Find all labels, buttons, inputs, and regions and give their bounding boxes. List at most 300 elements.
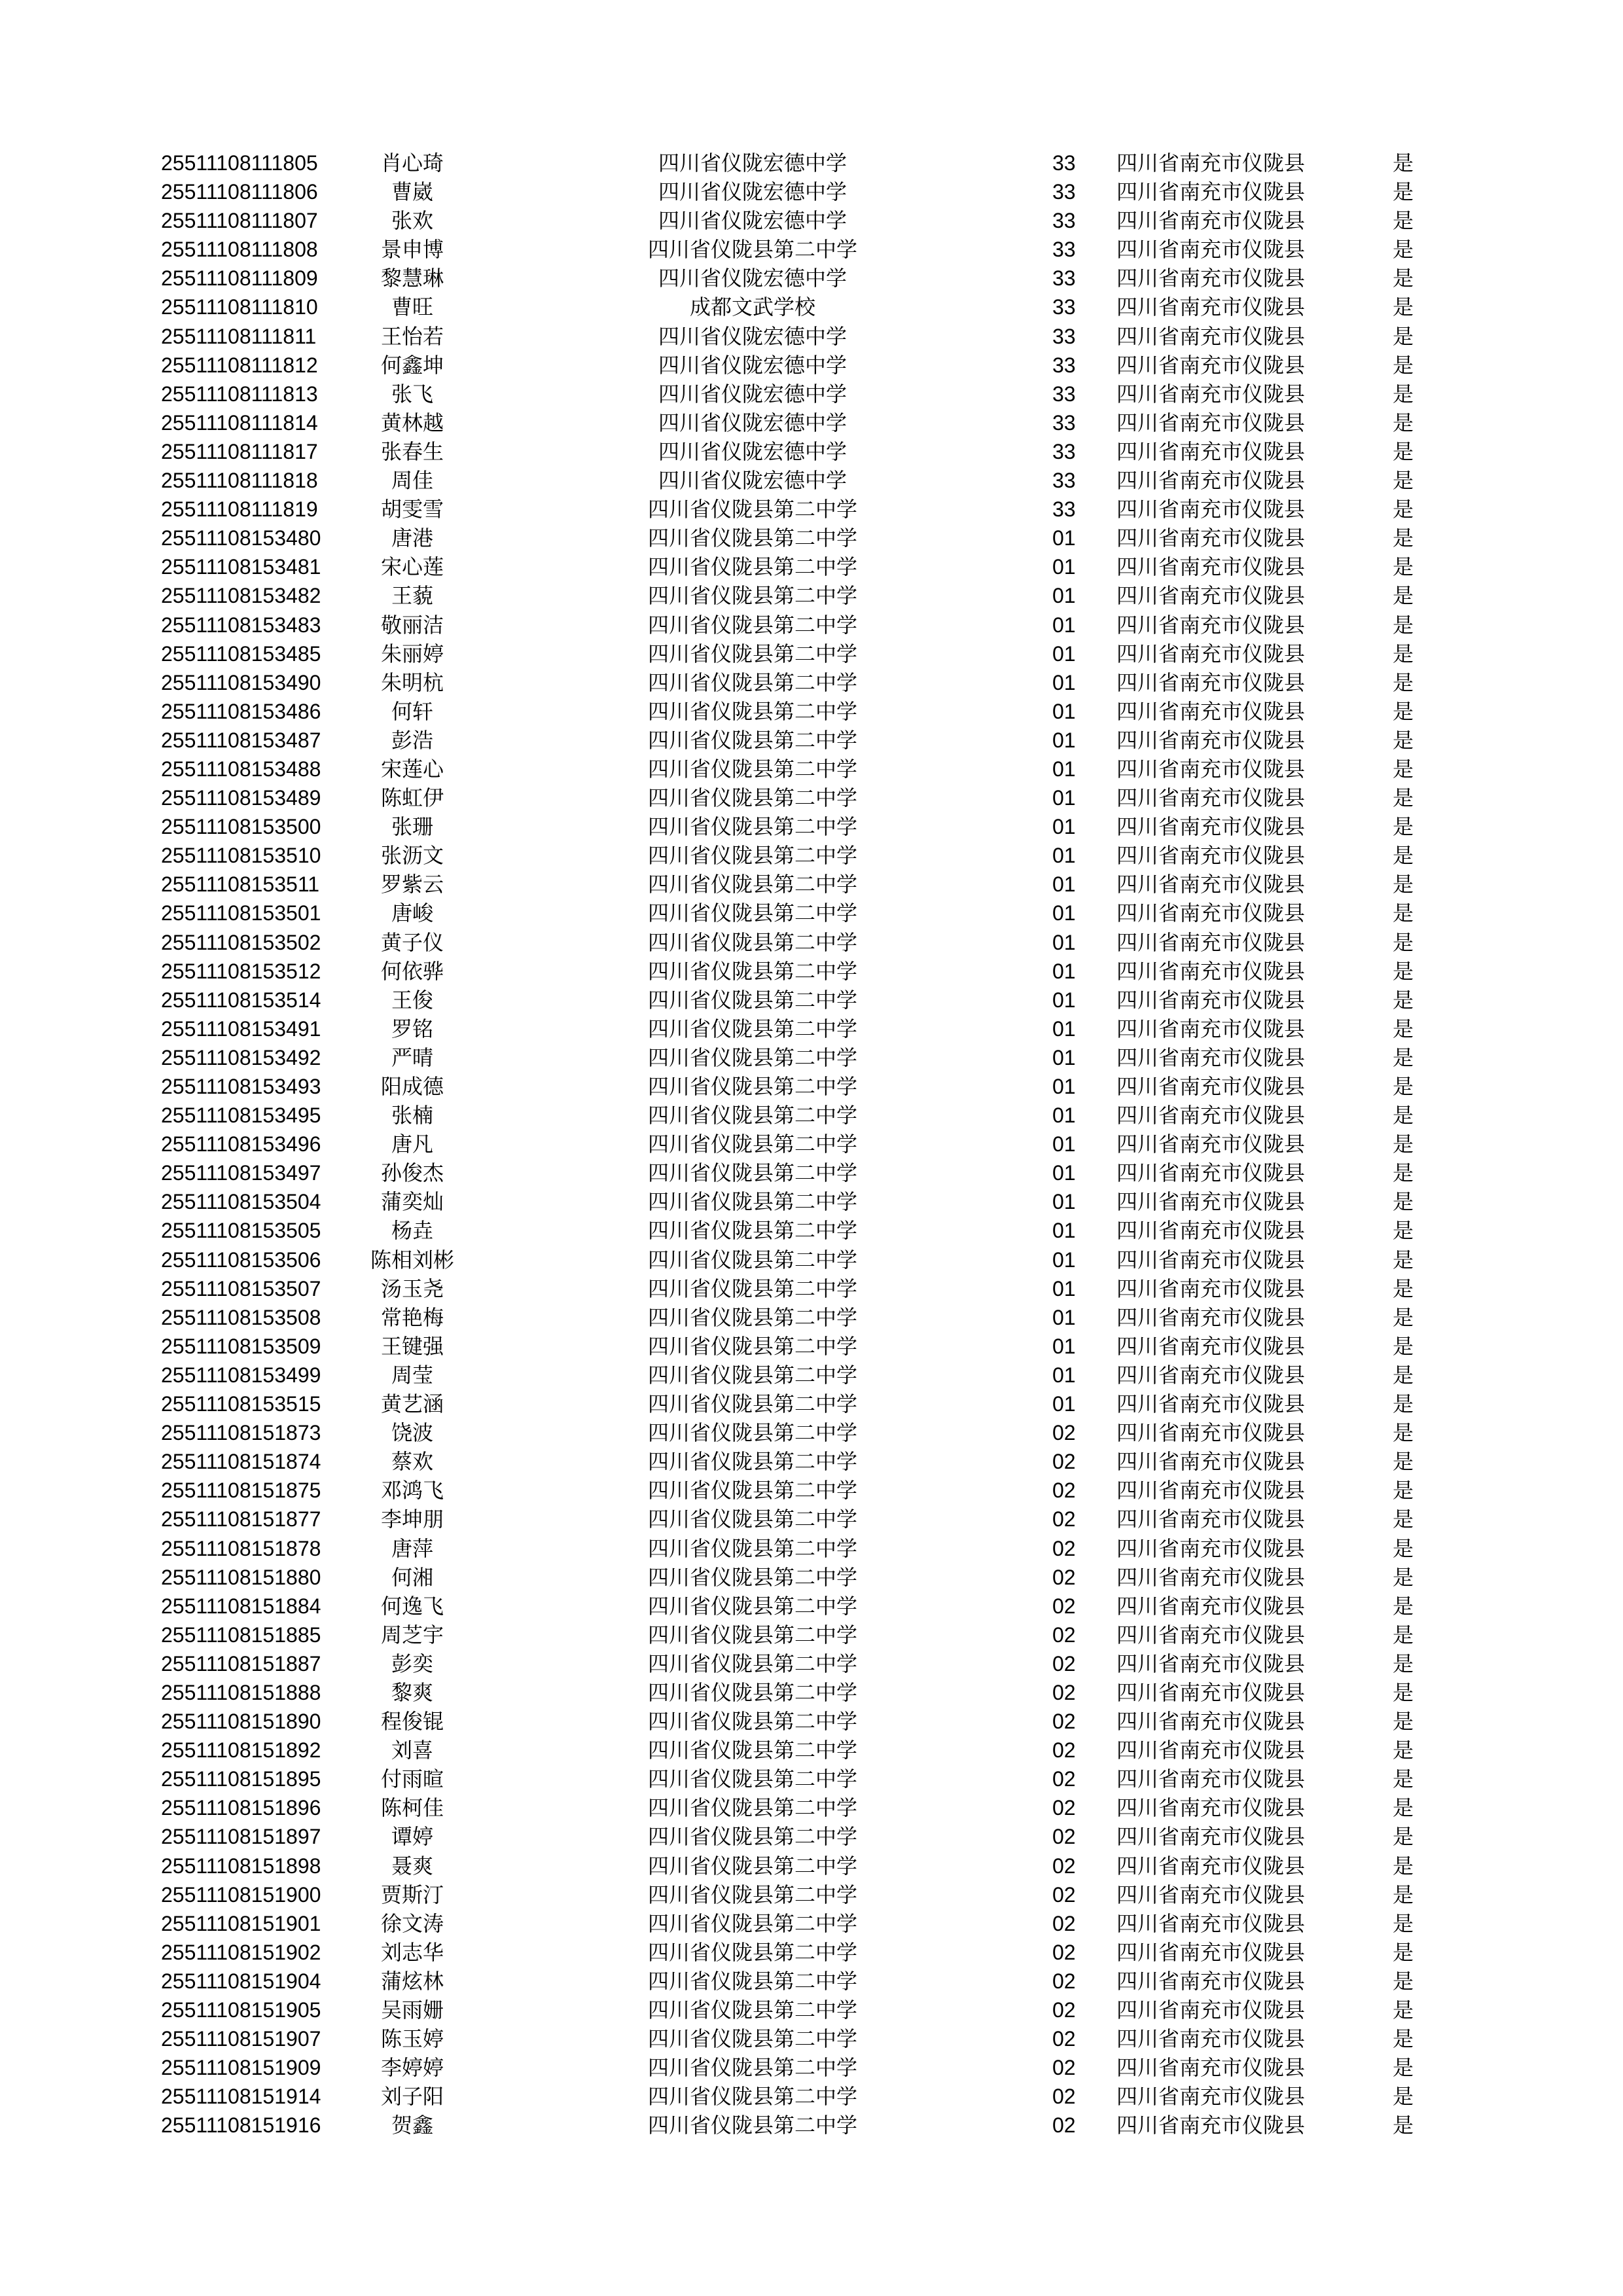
region-cell: 四川省南充市仪陇县: [1116, 1189, 1306, 1215]
table-row: [0, 1852, 1623, 1880]
status-flag-cell: 是: [1393, 1679, 1414, 1705]
class-code-cell: 01: [1052, 526, 1076, 550]
student-id-cell: 25511108153506: [161, 1247, 321, 1272]
student-name-cell-text: 黎爽: [391, 1679, 434, 1705]
class-code-cell: 02: [1052, 1680, 1076, 1704]
student-name-cell-text: 胡雯雪: [381, 497, 444, 522]
region-cell: 四川省南充市仪陇县: [1116, 1449, 1306, 1475]
region-cell: 四川省南充市仪陇县: [1116, 526, 1306, 551]
student-id-cell: 25511108153493: [161, 1075, 321, 1098]
status-flag-cell: 是: [1393, 698, 1414, 724]
table-row: [0, 149, 1623, 177]
school-cell-text: 四川省仪陇县第二中学: [648, 554, 858, 580]
class-code-cell: 02: [1052, 2056, 1076, 2080]
student-id-cell: 25511108153510: [161, 844, 321, 868]
student-name-cell-text: 常艳梅: [381, 1304, 444, 1330]
table-row: [0, 1880, 1623, 1909]
table-row: [0, 1332, 1623, 1361]
class-code-cell: 33: [1052, 382, 1076, 406]
class-code-cell: 02: [1052, 1565, 1076, 1589]
school-cell-text: 四川省仪陇县第二中学: [648, 2026, 858, 2052]
status-flag-cell: 是: [1393, 1160, 1414, 1186]
status-flag-cell: 是: [1393, 1622, 1414, 1647]
student-id-cell: 25511108111819: [161, 497, 318, 522]
student-id-cell: 25511108151895: [161, 1767, 321, 1791]
class-code-cell: 02: [1052, 1825, 1076, 1849]
region-cell: 四川省南充市仪陇县: [1116, 987, 1306, 1013]
school-cell-text: 四川省仪陇宏德中学: [658, 381, 847, 406]
status-flag-cell: 是: [1393, 1189, 1414, 1215]
region-cell: 四川省南充市仪陇县: [1116, 1103, 1306, 1128]
table-row: [0, 466, 1623, 495]
student-name-cell-text: 罗铭: [391, 1016, 434, 1041]
table-row: [0, 1649, 1623, 1678]
status-flag-cell: 是: [1393, 1738, 1414, 1763]
school-cell-text: 四川省仪陇县第二中学: [648, 1074, 858, 1099]
class-code-cell: 33: [1052, 209, 1076, 233]
class-code-cell: 02: [1052, 1767, 1076, 1791]
student-id-cell: 25511108151880: [161, 1565, 321, 1589]
status-flag-cell: 是: [1393, 1016, 1414, 1041]
class-code-cell: 01: [1052, 1305, 1076, 1329]
student-id-cell: 25511108153497: [161, 1161, 321, 1185]
student-id-cell: 25511108151897: [161, 1825, 321, 1849]
school-cell-text: 四川省仪陇县第二中学: [648, 2113, 858, 2138]
student-name-cell-text: 刘喜: [391, 1738, 434, 1763]
student-id-cell: 25511108153496: [161, 1132, 321, 1157]
region-cell: 四川省南充市仪陇县: [1116, 1882, 1306, 1907]
table-row: [0, 264, 1623, 293]
student-id-cell: 25511108111807: [161, 209, 318, 233]
region-cell: 四川省南充市仪陇县: [1116, 1016, 1306, 1041]
region-cell: 四川省南充市仪陇县: [1116, 2026, 1306, 2052]
class-code-cell: 01: [1052, 872, 1076, 897]
class-code-cell: 01: [1052, 1016, 1076, 1041]
student-id-cell: 25511108153488: [161, 757, 321, 781]
class-code-cell: 01: [1052, 1103, 1076, 1128]
school-cell-text: 四川省仪陇县第二中学: [648, 1998, 858, 2022]
class-code-cell: 33: [1052, 469, 1076, 493]
school-cell-text: 四川省仪陇县第二中学: [648, 1304, 858, 1330]
school-cell-text: 四川省仪陇县第二中学: [648, 1593, 858, 1619]
class-code-cell: 01: [1052, 1075, 1076, 1098]
school-cell-text: 四川省仪陇县第二中学: [648, 1767, 858, 1792]
status-flag-cell: 是: [1393, 237, 1414, 262]
table-row: [0, 1822, 1623, 1851]
status-flag-cell: 是: [1393, 1304, 1414, 1330]
class-code-cell: 02: [1052, 1507, 1076, 1532]
region-cell: 四川省南充市仪陇县: [1116, 1276, 1306, 1301]
region-cell: 四川省南充市仪陇县: [1116, 1651, 1306, 1676]
class-code-cell: 02: [1052, 2085, 1076, 2109]
student-name-cell-text: 唐凡: [391, 1132, 434, 1157]
status-flag-cell: 是: [1393, 1074, 1414, 1099]
student-name-cell-text: 徐文涛: [381, 1910, 444, 1936]
region-cell: 四川省南充市仪陇县: [1116, 583, 1306, 609]
school-cell-text: 四川省仪陇县第二中学: [648, 1478, 858, 1503]
table-row: [0, 322, 1623, 351]
class-code-cell: 33: [1052, 439, 1076, 463]
school-cell-text: 四川省仪陇县第二中学: [648, 1738, 858, 1763]
table-row: [0, 1909, 1623, 1938]
status-flag-cell: 是: [1393, 2084, 1414, 2109]
table-row: [0, 293, 1623, 321]
class-code-cell: 02: [1052, 1623, 1076, 1647]
school-cell-text: 四川省仪陇县第二中学: [648, 987, 858, 1013]
status-flag-cell: 是: [1393, 179, 1414, 205]
table-row: [0, 1476, 1623, 1505]
student-name-cell-text: 何湘: [391, 1564, 434, 1590]
region-cell: 四川省南充市仪陇县: [1116, 1478, 1306, 1503]
school-cell-text: 四川省仪陇县第二中学: [648, 1795, 858, 1821]
school-cell-text: 四川省仪陇县第二中学: [648, 1709, 858, 1734]
status-flag-cell: 是: [1393, 352, 1414, 378]
student-id-cell: 25511108111808: [161, 238, 318, 262]
status-flag-cell: 是: [1393, 497, 1414, 522]
school-cell-text: 四川省仪陇县第二中学: [648, 526, 858, 551]
table-row: [0, 495, 1623, 524]
school-cell-text: 四川省仪陇县第二中学: [648, 1132, 858, 1157]
status-flag-cell: 是: [1393, 929, 1414, 955]
region-cell: 四川省南充市仪陇县: [1116, 1998, 1306, 2022]
school-cell-text: 四川省仪陇县第二中学: [648, 1016, 858, 1041]
student-id-cell: 25511108153508: [161, 1305, 321, 1329]
status-flag-cell: 是: [1393, 266, 1414, 291]
table-row: [0, 437, 1623, 466]
student-id-cell: 25511108111813: [161, 382, 318, 406]
student-name-cell-text: 陈柯佳: [381, 1795, 444, 1821]
table-row: [0, 1187, 1623, 1216]
table-row: [0, 1390, 1623, 1418]
student-id-cell: 25511108153501: [161, 901, 321, 925]
student-name-cell-text: 邓鸿飞: [381, 1478, 444, 1503]
status-flag-cell: 是: [1393, 1045, 1414, 1070]
school-cell-text: 四川省仪陇县第二中学: [648, 958, 858, 984]
school-cell-text: 四川省仪陇县第二中学: [648, 1968, 858, 1994]
student-id-cell: 25511108153505: [161, 1219, 321, 1243]
student-name-cell-text: 景申博: [381, 237, 444, 262]
table-row: [0, 380, 1623, 408]
student-name-cell-text: 张珊: [391, 814, 434, 840]
class-code-cell: 01: [1052, 786, 1076, 810]
student-name-cell-text: 何轩: [391, 698, 434, 724]
student-table: [0, 149, 1623, 2140]
student-id-cell: 25511108153485: [161, 641, 321, 666]
student-id-cell: 25511108151902: [161, 1940, 321, 1964]
region-cell: 四川省南充市仪陇县: [1116, 1333, 1306, 1359]
student-name-cell-text: 唐萍: [391, 1535, 434, 1561]
region-cell: 四川省南充市仪陇县: [1116, 929, 1306, 955]
class-code-cell: 02: [1052, 1651, 1076, 1676]
table-row: [0, 697, 1623, 726]
region-cell: 四川省南充市仪陇县: [1116, 295, 1306, 320]
student-id-cell: 25511108153500: [161, 815, 321, 839]
table-row: [0, 408, 1623, 437]
student-name-cell-text: 罗紫云: [381, 872, 444, 897]
student-name-cell-text: 黄艺涵: [381, 1391, 444, 1417]
region-cell: 四川省南充市仪陇县: [1116, 237, 1306, 262]
student-name-cell-text: 阳成德: [381, 1074, 444, 1099]
table-row: [0, 1793, 1623, 1822]
school-cell-text: 四川省仪陇县第二中学: [648, 1535, 858, 1561]
status-flag-cell: 是: [1393, 814, 1414, 840]
status-flag-cell: 是: [1393, 1853, 1414, 1878]
region-cell: 四川省南充市仪陇县: [1116, 1968, 1306, 1994]
table-row: [0, 2111, 1623, 2140]
student-name-cell-text: 曹旺: [391, 295, 434, 320]
table-row: [0, 177, 1623, 206]
student-id-cell: 25511108151890: [161, 1710, 321, 1734]
table-row: [0, 1158, 1623, 1187]
region-cell: 四川省南充市仪陇县: [1116, 814, 1306, 840]
status-flag-cell: 是: [1393, 1593, 1414, 1619]
status-flag-cell: 是: [1393, 727, 1414, 753]
student-id-cell: 25511108151874: [161, 1450, 321, 1474]
student-name-cell-text: 聂爽: [391, 1853, 434, 1878]
region-cell: 四川省南充市仪陇县: [1116, 1074, 1306, 1099]
student-name-cell-text: 何鑫坤: [381, 352, 444, 378]
table-row: [0, 1447, 1623, 1476]
student-id-cell: 25511108151878: [161, 1536, 321, 1560]
table-row: [0, 1303, 1623, 1332]
class-code-cell: 02: [1052, 1998, 1076, 2022]
status-flag-cell: 是: [1393, 1824, 1414, 1850]
class-code-cell: 02: [1052, 1450, 1076, 1474]
school-cell-text: 四川省仪陇宏德中学: [658, 151, 847, 175]
table-row: [0, 206, 1623, 235]
student-id-cell: 25511108111811: [161, 324, 317, 348]
student-name-cell-text: 王键强: [381, 1333, 444, 1359]
table-row: [0, 1216, 1623, 1245]
class-code-cell: 01: [1052, 844, 1076, 868]
table-row: [0, 552, 1623, 581]
student-id-cell: 25511108153509: [161, 1334, 321, 1358]
table-row: [0, 783, 1623, 812]
region-cell: 四川省南充市仪陇县: [1116, 151, 1306, 175]
region-cell: 四川省南充市仪陇县: [1116, 2084, 1306, 2109]
status-flag-cell: 是: [1393, 2055, 1414, 2081]
student-name-cell-text: 唐峻: [391, 901, 434, 926]
student-name-cell-text: 周佳: [391, 468, 434, 493]
student-id-cell: 25511108153502: [161, 930, 321, 954]
status-flag-cell: 是: [1393, 958, 1414, 984]
student-id-cell: 25511108153495: [161, 1103, 321, 1128]
status-flag-cell: 是: [1393, 1767, 1414, 1792]
class-code-cell: 33: [1052, 151, 1076, 175]
student-id-cell: 25511108111812: [161, 353, 318, 377]
status-flag-cell: 是: [1393, 987, 1414, 1013]
school-cell-text: 四川省仪陇县第二中学: [648, 901, 858, 926]
table-row: [0, 1678, 1623, 1707]
region-cell: 四川省南充市仪陇县: [1116, 439, 1306, 464]
student-name-cell-text: 何依骅: [381, 958, 444, 984]
school-cell-text: 四川省仪陇县第二中学: [648, 670, 858, 695]
status-flag-cell: 是: [1393, 526, 1414, 551]
class-code-cell: 02: [1052, 1911, 1076, 1935]
student-name-cell-text: 黄林越: [381, 410, 444, 435]
student-id-cell: 25511108153483: [161, 613, 321, 637]
region-cell: 四川省南充市仪陇县: [1116, 1391, 1306, 1417]
region-cell: 四川省南充市仪陇县: [1116, 1218, 1306, 1244]
status-flag-cell: 是: [1393, 1795, 1414, 1821]
status-flag-cell: 是: [1393, 843, 1414, 869]
region-cell: 四川省南充市仪陇县: [1116, 872, 1306, 897]
student-name-cell-text: 蔡欢: [391, 1449, 434, 1475]
table-row: [0, 2053, 1623, 2082]
region-cell: 四川省南充市仪陇县: [1116, 1564, 1306, 1590]
school-cell-text: 四川省仪陇宏德中学: [658, 208, 847, 234]
student-id-cell: 25511108151887: [161, 1651, 321, 1676]
region-cell: 四川省南充市仪陇县: [1116, 1420, 1306, 1446]
region-cell: 四川省南充市仪陇县: [1116, 497, 1306, 522]
region-cell: 四川省南充市仪陇县: [1116, 468, 1306, 493]
table-row: [0, 1130, 1623, 1158]
status-flag-cell: 是: [1393, 439, 1414, 464]
status-flag-cell: 是: [1393, 583, 1414, 609]
table-row: [0, 1072, 1623, 1101]
class-code-cell: 01: [1052, 815, 1076, 839]
region-cell: 四川省南充市仪陇县: [1116, 1709, 1306, 1734]
student-id-cell: 25511108151884: [161, 1594, 321, 1618]
region-cell: 四川省南充市仪陇县: [1116, 1247, 1306, 1272]
school-cell-text: 四川省仪陇县第二中学: [648, 612, 858, 637]
student-id-cell: 25511108153514: [161, 988, 321, 1012]
student-id-cell: 25511108153504: [161, 1190, 321, 1214]
student-id-cell: 25511108153490: [161, 670, 321, 694]
status-flag-cell: 是: [1393, 468, 1414, 493]
class-code-cell: 33: [1052, 238, 1076, 262]
school-cell-text: 四川省仪陇宏德中学: [658, 266, 847, 291]
student-name-cell-text: 汤玉尧: [381, 1276, 444, 1301]
school-cell-text: 四川省仪陇县第二中学: [648, 1391, 858, 1417]
status-flag-cell: 是: [1393, 2113, 1414, 2138]
table-row: [0, 726, 1623, 755]
region-cell: 四川省南充市仪陇县: [1116, 1132, 1306, 1157]
student-id-cell: 25511108151873: [161, 1421, 321, 1445]
region-cell: 四川省南充市仪陇县: [1116, 2113, 1306, 2138]
region-cell: 四川省南充市仪陇县: [1116, 698, 1306, 724]
status-flag-cell: 是: [1393, 612, 1414, 637]
status-flag-cell: 是: [1393, 2026, 1414, 2052]
status-flag-cell: 是: [1393, 1276, 1414, 1301]
region-cell: 四川省南充市仪陇县: [1116, 727, 1306, 753]
table-row: [0, 1967, 1623, 1996]
class-code-cell: 02: [1052, 1594, 1076, 1618]
table-row: [0, 1361, 1623, 1390]
region-cell: 四川省南充市仪陇县: [1116, 641, 1306, 666]
student-id-cell: 25511108153511: [161, 872, 320, 897]
region-cell: 四川省南充市仪陇县: [1116, 1622, 1306, 1647]
table-row: [0, 1938, 1623, 1967]
student-name-cell-text: 彭奕: [391, 1651, 434, 1676]
status-flag-cell: 是: [1393, 1362, 1414, 1388]
student-id-cell: 25511108111809: [161, 266, 318, 291]
student-name-cell-text: 何逸飞: [381, 1593, 444, 1619]
student-name-cell-text: 宋莲心: [381, 756, 444, 781]
student-id-cell: 25511108151888: [161, 1680, 321, 1704]
status-flag-cell: 是: [1393, 1651, 1414, 1676]
status-flag-cell: 是: [1393, 1449, 1414, 1475]
school-cell-text: 四川省仪陇县第二中学: [648, 2055, 858, 2081]
student-name-cell-text: 周莹: [391, 1362, 434, 1388]
school-cell-text: 四川省仪陇宏德中学: [658, 179, 847, 205]
student-id-cell: 25511108153489: [161, 786, 321, 810]
status-flag-cell: 是: [1393, 1333, 1414, 1359]
student-id-cell: 25511108151914: [161, 2085, 321, 2109]
region-cell: 四川省南充市仪陇县: [1116, 1824, 1306, 1850]
region-cell: 四川省南充市仪陇县: [1116, 1795, 1306, 1821]
school-cell-text: 四川省仪陇县第二中学: [648, 1247, 858, 1272]
table-row: [0, 1505, 1623, 1534]
class-code-cell: 02: [1052, 1710, 1076, 1734]
status-flag-cell: 是: [1393, 1507, 1414, 1532]
class-code-cell: 02: [1052, 1796, 1076, 1820]
student-name-cell-text: 陈相刘彬: [370, 1247, 455, 1272]
table-row: [0, 986, 1623, 1014]
class-code-cell: 33: [1052, 180, 1076, 204]
school-cell-text: 成都文武学校: [690, 295, 816, 320]
student-name-cell-text: 张飞: [391, 381, 434, 406]
region-cell: 四川省南充市仪陇县: [1116, 1767, 1306, 1792]
table-row: [0, 668, 1623, 697]
class-code-cell: 02: [1052, 1738, 1076, 1763]
student-name-cell-text: 肖心琦: [381, 151, 444, 175]
region-cell: 四川省南充市仪陇县: [1116, 958, 1306, 984]
table-row: [0, 2082, 1623, 2111]
school-cell-text: 四川省仪陇县第二中学: [648, 1218, 858, 1244]
region-cell: 四川省南充市仪陇县: [1116, 1910, 1306, 1936]
status-flag-cell: 是: [1393, 670, 1414, 695]
student-id-cell: 25511108111814: [161, 410, 318, 435]
student-id-cell: 25511108151885: [161, 1623, 321, 1647]
status-flag-cell: 是: [1393, 756, 1414, 781]
region-cell: 四川省南充市仪陇县: [1116, 352, 1306, 378]
school-cell-text: 四川省仪陇县第二中学: [648, 727, 858, 753]
student-name-cell-text: 黄子仪: [381, 929, 444, 955]
class-code-cell: 01: [1052, 1276, 1076, 1300]
school-cell-text: 四川省仪陇县第二中学: [648, 929, 858, 955]
school-cell-text: 四川省仪陇宏德中学: [658, 410, 847, 435]
student-id-cell: 25511108151877: [161, 1507, 321, 1532]
status-flag-cell: 是: [1393, 785, 1414, 811]
table-row: [0, 611, 1623, 639]
table-row: [0, 841, 1623, 870]
school-cell-text: 四川省仪陇县第二中学: [648, 641, 858, 666]
class-code-cell: 01: [1052, 1132, 1076, 1157]
student-name-cell-text: 刘子阳: [381, 2084, 444, 2109]
table-row: [0, 755, 1623, 783]
student-id-cell: 25511108151898: [161, 1854, 321, 1878]
student-name-cell-text: 饶波: [391, 1420, 434, 1446]
student-id-cell: 25511108153481: [161, 555, 321, 579]
school-cell-text: 四川省仪陇县第二中学: [648, 1276, 858, 1301]
school-cell-text: 四川省仪陇县第二中学: [648, 756, 858, 781]
student-id-cell: 25511108151875: [161, 1479, 321, 1503]
table-row: [0, 957, 1623, 986]
school-cell-text: 四川省仪陇县第二中学: [648, 1420, 858, 1446]
table-row: [0, 1246, 1623, 1274]
student-id-cell: 25511108153512: [161, 959, 321, 983]
table-row: [0, 639, 1623, 668]
class-code-cell: 01: [1052, 1334, 1076, 1358]
region-cell: 四川省南充市仪陇县: [1116, 179, 1306, 205]
region-cell: 四川省南充市仪陇县: [1116, 381, 1306, 406]
status-flag-cell: 是: [1393, 1478, 1414, 1503]
class-code-cell: 01: [1052, 1247, 1076, 1272]
school-cell-text: 四川省仪陇宏德中学: [658, 352, 847, 378]
region-cell: 四川省南充市仪陇县: [1116, 1160, 1306, 1186]
student-id-cell: 25511108111806: [161, 180, 318, 204]
